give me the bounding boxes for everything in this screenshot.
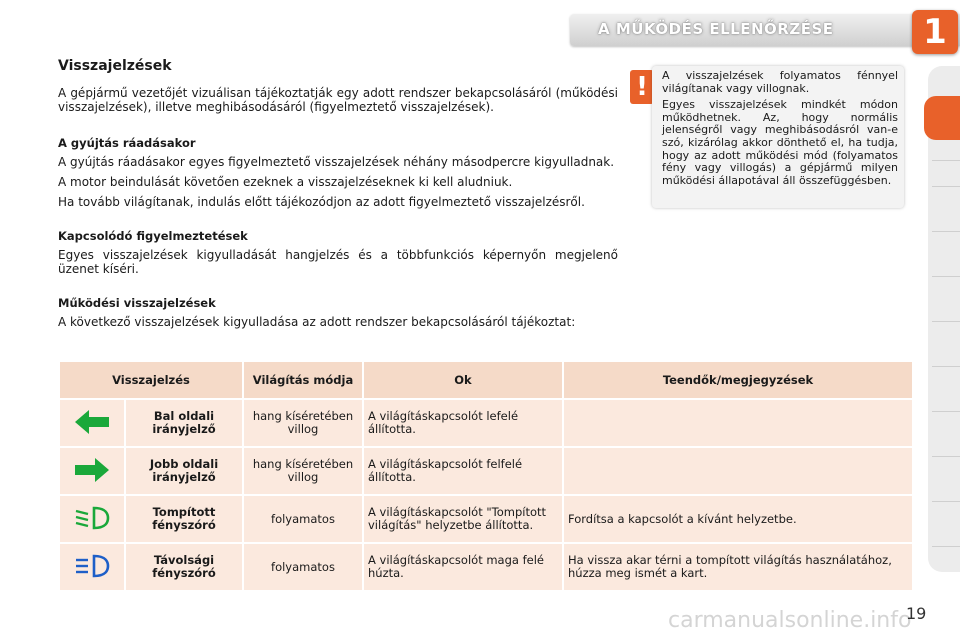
table-row: [60, 496, 912, 542]
section-title-warnings: Kapcsolódó figyelmeztetések: [58, 229, 248, 243]
watermark: carmanualsonline.info: [668, 608, 912, 633]
row-name: Távolsági fényszóró: [126, 544, 242, 590]
row-note: Fordítsa a kapcsolót a kívánt helyzetbe.: [564, 496, 912, 542]
side-tabs[interactable]: [928, 66, 960, 572]
row-icon-cell: [60, 400, 124, 446]
header-cause: Ok: [364, 362, 562, 398]
chapter-number: 1: [912, 10, 958, 54]
page-title: Visszajelzések: [58, 58, 172, 74]
table-row: [60, 448, 912, 494]
warnings-paragraph: Egyes visszajelzések kigyulladását hangjelzés és a többfunkciós képernyőn megjelenő üzenet kíséri.: [58, 248, 618, 276]
warning-paragraph-2: Egyes visszajelzések mindkét módon működhetnek. Az, hogy normális jelenségről vagy meghibásodásról van-e szó, kizárólag akkor dönthető el, ha tudja, hogy az adott működési mód (folyamatos fény vagy villogás) a gépjármű milyen működési állapotával áll összefüggésben.: [662, 98, 898, 187]
right-arrow-icon: [73, 456, 111, 484]
chapter-title: A MŰKÖDÉS ELLENŐRZÉSE: [598, 20, 834, 38]
ignition-paragraph-1: A gyújtás ráadásakor egyes figyelmeztető visszajelzések néhány másodpercre kigyulladnak.: [58, 155, 615, 169]
left-arrow-icon: [73, 408, 111, 436]
side-tab-divider: [932, 366, 960, 367]
table-header-row: [60, 362, 912, 398]
side-tab-divider: [932, 186, 960, 187]
page-number: 19: [906, 604, 927, 623]
side-tab-divider: [932, 321, 960, 322]
side-tab-divider: [932, 231, 960, 232]
row-note: [564, 448, 912, 494]
main-content: [58, 58, 618, 335]
section-title-ignition: A gyújtás ráadásakor: [58, 136, 196, 150]
side-tab-divider: [932, 276, 960, 277]
side-tab-divider: [932, 501, 960, 502]
row-note: [564, 400, 912, 446]
warning-box: [652, 66, 904, 208]
header-notes: Teendők/megjegyzések: [564, 362, 912, 398]
low-beam-icon: [72, 504, 112, 532]
side-tab-divider: [932, 160, 960, 161]
row-name: Tompított fényszóró: [126, 496, 242, 542]
row-icon-cell: [60, 496, 124, 542]
ignition-paragraph-3: Ha tovább világítanak, indulás előtt tájékozódjon az adott figyelmeztető visszajelzésről.: [58, 195, 585, 209]
row-mode: hang kíséretében villog: [244, 400, 362, 446]
row-icon-cell: [60, 448, 124, 494]
intro-paragraph: A gépjármű vezetőjét vizuálisan tájékoztatják egy adott rendszer bekapcsolásáról (működési visszajelzések), illetve meghibásodásáról (figyelmeztető visszajelzések).: [58, 86, 618, 114]
row-icon-cell: [60, 544, 124, 590]
side-tab-divider: [932, 411, 960, 412]
row-name: Jobb oldali irányjelző: [126, 448, 242, 494]
warning-paragraph-1: A visszajelzések folyamatos fénnyel világítanak vagy villognak.: [662, 69, 898, 95]
row-cause: A világításkapcsolót maga felé húzta.: [364, 544, 562, 590]
operating-paragraph: A következő visszajelzések kigyulladása az adott rendszer bekapcsolásáról tájékoztat:: [58, 315, 576, 329]
row-cause: A világításkapcsolót "Tompított világítás" helyzetbe állította.: [364, 496, 562, 542]
row-mode: hang kíséretében villog: [244, 448, 362, 494]
warning-icon: !: [630, 70, 654, 104]
row-mode: folyamatos: [244, 544, 362, 590]
high-beam-icon: [72, 552, 112, 580]
row-name: Bal oldali irányjelző: [126, 400, 242, 446]
side-tab-active[interactable]: [924, 96, 960, 140]
header-mode: Világítás módja: [244, 362, 362, 398]
indicator-table: [58, 360, 914, 592]
row-mode: folyamatos: [244, 496, 362, 542]
section-title-operating: Működési visszajelzések: [58, 296, 216, 310]
table-row: [60, 400, 912, 446]
row-note: Ha vissza akar térni a tompított világítás használatához, húzza meg ismét a kart.: [564, 544, 912, 590]
table-row: [60, 544, 912, 590]
chapter-header: [560, 8, 960, 54]
side-tab-divider: [932, 456, 960, 457]
side-tab-divider: [932, 546, 960, 547]
header-indicator: Visszajelzés: [60, 362, 242, 398]
row-cause: A világításkapcsolót felfelé állította.: [364, 448, 562, 494]
ignition-paragraph-2: A motor beindulását követően ezeknek a visszajelzéseknek ki kell aludniuk.: [58, 175, 513, 189]
row-cause: A világításkapcsolót lefelé állította.: [364, 400, 562, 446]
